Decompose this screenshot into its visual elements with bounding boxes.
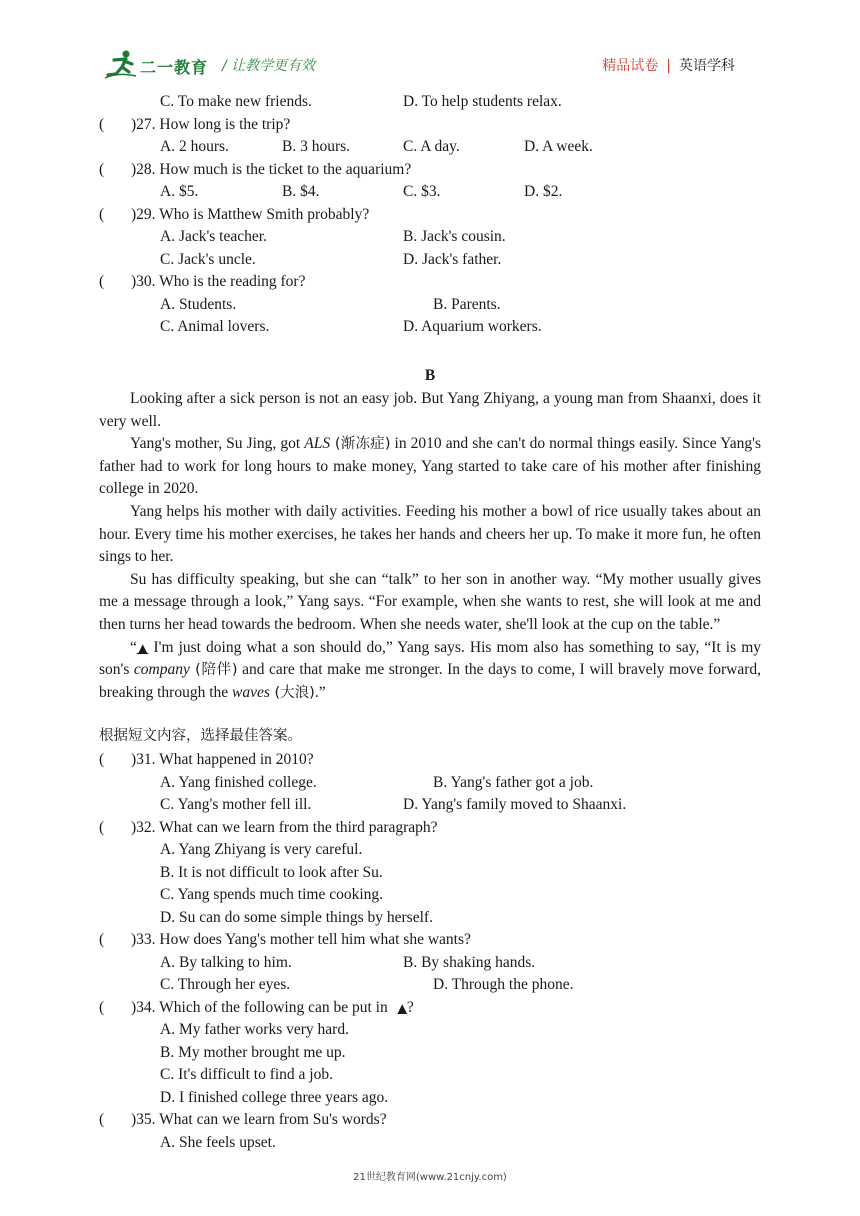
q32-option-d: D. Su can do some simple things by herself. — [160, 909, 433, 926]
q27-option-a: A. 2 hours. — [160, 138, 229, 155]
q34-option-d: D. I finished college three years ago. — [160, 1089, 389, 1106]
paragraph-5 — [99, 637, 761, 705]
q29-option-a: A. Jack's teacher. — [160, 228, 267, 245]
q34-stem-text: )34. Which of the following can be put in — [131, 999, 392, 1016]
q27-option-b: B. 3 hours. — [282, 138, 351, 155]
q32-option-b: B. It is not difficult to look after Su. — [160, 864, 383, 881]
q34-stem — [131, 998, 414, 1018]
q33-option-a: A. By talking to him. — [160, 954, 292, 971]
page-footer: 21世纪教育网(www.21cnjy.com) — [353, 1172, 507, 1183]
runner-logo-icon — [104, 50, 138, 80]
q34-stem-end: ? — [406, 999, 414, 1016]
q28-option-c: C. $3. — [403, 183, 441, 200]
q34-option-b: B. My mother brought me up. — [160, 1044, 346, 1061]
q28-option-b: B. $4. — [282, 183, 320, 200]
p2-text-2: in 2010 and she can't do normal things easily. Since Yang's father had to work for long hours to make money, Yang started to take care of his mother after finishing college in 2020. — [99, 435, 761, 498]
header-right — [602, 55, 735, 75]
q26-option-c: C. To make new friends. — [160, 93, 312, 110]
q30-option-c: C. Animal lovers. — [160, 318, 270, 335]
paragraph-1: Looking after a sick person is not an easy job. But Yang Zhiyang, a young man from Shaanxi, does it very well. — [99, 390, 761, 430]
q32-option-a: A. Yang Zhiyang is very careful. — [160, 841, 363, 858]
q31-option-c: C. Yang's mother fell ill. — [160, 796, 312, 813]
q28-paren: ( — [99, 161, 105, 178]
page-header — [0, 0, 860, 90]
p5-gloss-2: (大浪) — [269, 684, 315, 701]
q30-option-b: B. Parents. — [433, 296, 501, 313]
q32-stem: )32. What can we learn from the third paragraph? — [131, 819, 438, 836]
q34-option-c: C. It's difficult to find a job. — [160, 1066, 333, 1083]
passage — [99, 388, 761, 704]
q31-option-d: D. Yang's family moved to Shaanxi. — [403, 796, 627, 813]
q29-paren: ( — [99, 206, 105, 223]
q29-option-b: B. Jack's cousin. — [403, 228, 506, 245]
q29-option-d: D. Jack's father. — [403, 251, 502, 268]
q27-stem: )27. How long is the trip? — [131, 116, 291, 133]
q27-option-d: D. A week. — [524, 138, 593, 155]
header-separator: | — [666, 58, 671, 74]
q32-paren: ( — [99, 819, 105, 836]
p5-open-quote: “ — [130, 638, 137, 656]
paragraph-2 — [99, 433, 761, 501]
instruction: 根据短文内容，选择最佳答案。 — [99, 728, 302, 744]
q26-option-d: D. To help students relax. — [403, 93, 562, 110]
section-title: B — [424, 367, 436, 384]
q34-blank-marker: ▲ — [397, 1001, 407, 1015]
slogan: / 让教学更有效 — [222, 58, 316, 74]
q33-stem: )33. How does Yang's mother tell him what she wants? — [131, 931, 471, 948]
logo-text: 二一教育 — [140, 58, 209, 77]
q35-paren: ( — [99, 1111, 105, 1128]
p2-term: ALS — [304, 435, 331, 453]
q30-stem: )30. Who is the reading for? — [131, 273, 306, 290]
q30-option-d: D. Aquarium workers. — [403, 318, 542, 335]
p5-text-1: I'm just doing what a son should do,” Yang says. His mom also has something to say, “It is my son's — [99, 638, 761, 679]
p2-text-1: Yang's mother, Su Jing, got — [130, 435, 305, 453]
paragraph-3: Yang helps his mother with daily activities. Feeding his mother a bowl of rice usually takes about an hour. Every time his mother exercises, he takes her hands and cheers her up. To make it more fun, he often sings to her. — [99, 502, 761, 566]
q35-stem: )35. What can we learn from Su's words? — [131, 1111, 387, 1128]
q32-option-c: C. Yang spends much time cooking. — [160, 886, 384, 903]
q34-paren: ( — [99, 999, 105, 1016]
p5-gloss-1: (陪伴) — [189, 662, 238, 679]
q34-option-a: A. My father works very hard. — [160, 1021, 349, 1038]
q33-option-d: D. Through the phone. — [433, 976, 574, 993]
q27-option-c: C. A day. — [403, 138, 460, 155]
blank-marker: ▲ — [136, 640, 149, 655]
q28-option-d: D. $2. — [524, 183, 563, 200]
q33-option-c: C. Through her eyes. — [160, 976, 291, 993]
p2-gloss: (渐冻症) — [330, 436, 391, 453]
q33-paren: ( — [99, 931, 105, 948]
q28-stem: )28. How much is the ticket to the aquarium? — [131, 161, 412, 178]
q31-stem: )31. What happened in 2010? — [131, 751, 314, 768]
p5-term-2: waves — [232, 683, 270, 701]
q28-option-a: A. $5. — [160, 183, 199, 200]
q27-paren: ( — [99, 116, 105, 133]
paragraph-4: Su has difficulty speaking, but she can “talk” to her son in another way. “My mother usually gives me a message through a look,” Yang says. “For example, when she wants to rest, she will look at me and then turns her head towards the bedroom. When she needs water, she'll look at the cup on the table.” — [99, 570, 761, 633]
q29-option-c: C. Jack's uncle. — [160, 251, 256, 268]
p5-text-2: and care that make me stronger. In the days to come, I will bravely move forward, breaking through the — [99, 661, 761, 701]
p5-term-1: company — [133, 661, 190, 679]
q31-option-a: A. Yang finished college. — [160, 774, 317, 791]
q31-option-b: B. Yang's father got a job. — [433, 774, 594, 791]
q30-paren: ( — [99, 273, 105, 290]
header-label: 精品试卷 — [602, 58, 659, 74]
header-subject: 英语学科 — [679, 58, 735, 74]
q29-stem: )29. Who is Matthew Smith probably? — [131, 206, 370, 223]
q30-option-a: A. Students. — [160, 296, 237, 313]
p5-text-3: .” — [314, 683, 326, 701]
q35-option-a: A. She feels upset. — [160, 1134, 276, 1151]
q31-paren: ( — [99, 751, 105, 768]
q33-option-b: B. By shaking hands. — [403, 954, 536, 971]
